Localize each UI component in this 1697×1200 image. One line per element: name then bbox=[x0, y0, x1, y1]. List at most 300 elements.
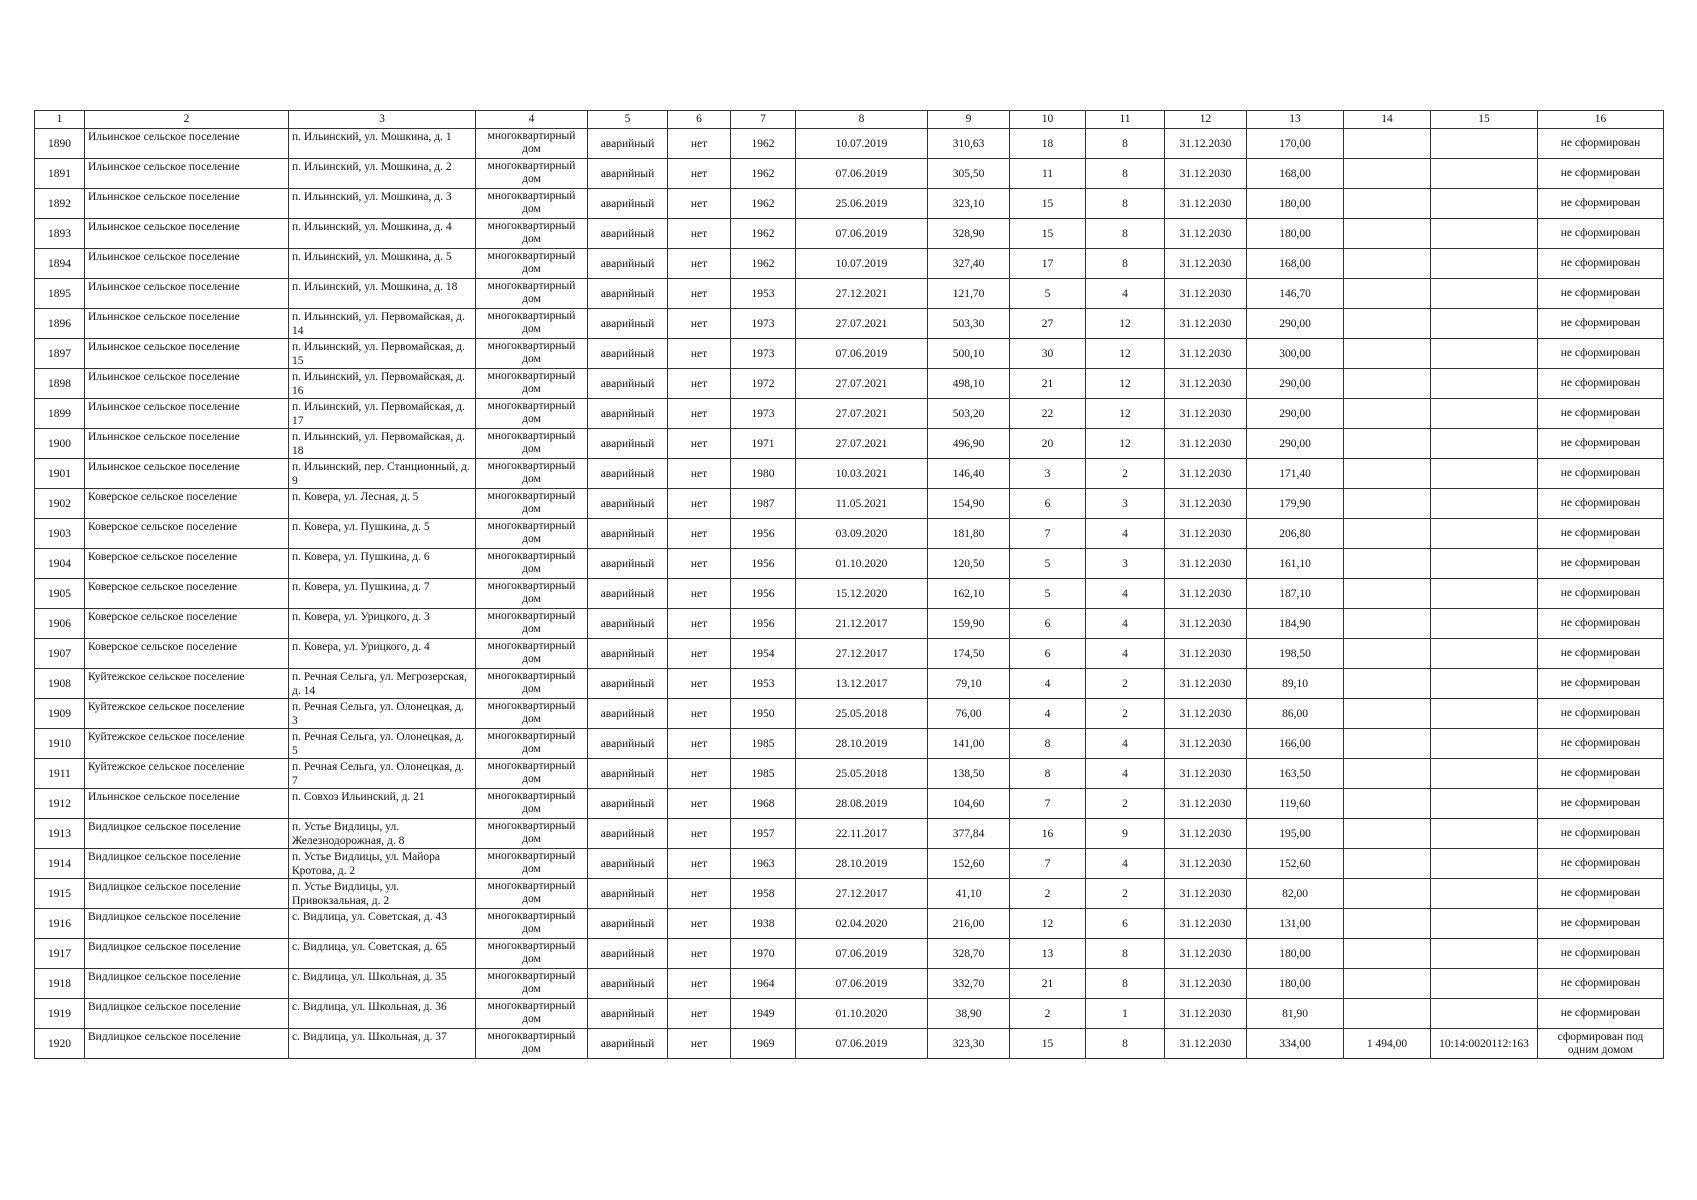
cell-cadastral-number bbox=[1431, 339, 1538, 369]
cell-apartments: 3 bbox=[1086, 549, 1165, 579]
cell-residents: 5 bbox=[1010, 549, 1086, 579]
cell-planned-date: 31.12.2030 bbox=[1165, 819, 1247, 849]
cell-apartments: 8 bbox=[1086, 129, 1165, 159]
cell-flag: нет bbox=[668, 729, 731, 759]
cell-building-type: многоквартирный дом bbox=[476, 519, 588, 549]
cell-land-area bbox=[1344, 789, 1431, 819]
cell-row-number: 1919 bbox=[35, 999, 85, 1029]
cell-cadastral-number bbox=[1431, 849, 1538, 879]
cell-building-type: многоквартирный дом bbox=[476, 1029, 588, 1059]
cell-building-type: многоквартирный дом bbox=[476, 459, 588, 489]
cell-recognition-date: 25.05.2018 bbox=[796, 699, 928, 729]
cell-land-status: не сформирован bbox=[1538, 609, 1664, 639]
cell-land-status: не сформирован bbox=[1538, 579, 1664, 609]
cell-cadastral-number bbox=[1431, 279, 1538, 309]
cell-area-value: 170,00 bbox=[1247, 129, 1344, 159]
cell-area: 332,70 bbox=[928, 969, 1010, 999]
cell-settlement: Ильинское сельское поселение bbox=[85, 159, 289, 189]
cell-area-value: 334,00 bbox=[1247, 1029, 1344, 1059]
cell-apartments: 8 bbox=[1086, 1029, 1165, 1059]
cell-planned-date: 31.12.2030 bbox=[1165, 459, 1247, 489]
cell-settlement: Ильинское сельское поселение bbox=[85, 309, 289, 339]
cell-settlement: Видлицкое сельское поселение bbox=[85, 999, 289, 1029]
cell-land-status: не сформирован bbox=[1538, 369, 1664, 399]
cell-apartments: 2 bbox=[1086, 699, 1165, 729]
cell-area: 141,00 bbox=[928, 729, 1010, 759]
cell-residents: 4 bbox=[1010, 699, 1086, 729]
cell-cadastral-number bbox=[1431, 669, 1538, 699]
cell-flag: нет bbox=[668, 159, 731, 189]
cell-land-area bbox=[1344, 879, 1431, 909]
cell-row-number: 1893 bbox=[35, 219, 85, 249]
cell-land-area bbox=[1344, 399, 1431, 429]
cell-condition: аварийный bbox=[588, 639, 668, 669]
column-header-building-type: 4 bbox=[476, 111, 588, 129]
cell-row-number: 1916 bbox=[35, 909, 85, 939]
column-header-year-built: 7 bbox=[731, 111, 796, 129]
cell-condition: аварийный bbox=[588, 219, 668, 249]
column-number-row bbox=[35, 111, 1664, 129]
cell-flag: нет bbox=[668, 849, 731, 879]
cell-condition: аварийный bbox=[588, 729, 668, 759]
cell-cadastral-number bbox=[1431, 459, 1538, 489]
cell-address: п. Ковера, ул. Пушкина, д. 5 bbox=[289, 519, 476, 549]
cell-area-value: 86,00 bbox=[1247, 699, 1344, 729]
cell-recognition-date: 27.07.2021 bbox=[796, 369, 928, 399]
cell-area-value: 89,10 bbox=[1247, 669, 1344, 699]
cell-land-status: не сформирован bbox=[1538, 639, 1664, 669]
cell-land-area bbox=[1344, 939, 1431, 969]
cell-row-number: 1890 bbox=[35, 129, 85, 159]
cell-address: п. Устье Видлицы, ул. Привокзальная, д. 2 bbox=[289, 879, 476, 909]
cell-condition: аварийный bbox=[588, 279, 668, 309]
cell-settlement: Куйтежское сельское поселение bbox=[85, 759, 289, 789]
cell-land-status: не сформирован bbox=[1538, 309, 1664, 339]
cell-condition: аварийный bbox=[588, 129, 668, 159]
cell-condition: аварийный bbox=[588, 759, 668, 789]
cell-settlement: Ильинское сельское поселение bbox=[85, 429, 289, 459]
cell-area: 328,70 bbox=[928, 939, 1010, 969]
cell-condition: аварийный bbox=[588, 159, 668, 189]
cell-address: п. Ковера, ул. Лесная, д. 5 bbox=[289, 489, 476, 519]
cell-land-status: не сформирован bbox=[1538, 129, 1664, 159]
table-row bbox=[35, 729, 1664, 759]
cell-area-value: 184,90 bbox=[1247, 609, 1344, 639]
cell-cadastral-number bbox=[1431, 369, 1538, 399]
table-row bbox=[35, 789, 1664, 819]
cell-land-status: не сформирован bbox=[1538, 909, 1664, 939]
cell-address: п. Ильинский, пер. Станционный, д. 9 bbox=[289, 459, 476, 489]
cell-area-value: 82,00 bbox=[1247, 879, 1344, 909]
cell-land-status: не сформирован bbox=[1538, 699, 1664, 729]
cell-apartments: 9 bbox=[1086, 819, 1165, 849]
table-header bbox=[35, 111, 1664, 129]
cell-land-area bbox=[1344, 129, 1431, 159]
cell-row-number: 1894 bbox=[35, 249, 85, 279]
cell-residents: 21 bbox=[1010, 369, 1086, 399]
cell-condition: аварийный bbox=[588, 939, 668, 969]
column-header-recognition-date: 8 bbox=[796, 111, 928, 129]
cell-condition: аварийный bbox=[588, 609, 668, 639]
table-row bbox=[35, 939, 1664, 969]
cell-condition: аварийный bbox=[588, 399, 668, 429]
cell-area-value: 187,10 bbox=[1247, 579, 1344, 609]
cell-building-type: многоквартирный дом bbox=[476, 879, 588, 909]
cell-land-area bbox=[1344, 429, 1431, 459]
cell-area-value: 179,90 bbox=[1247, 489, 1344, 519]
table-row bbox=[35, 699, 1664, 729]
cell-area: 38,90 bbox=[928, 999, 1010, 1029]
cell-area: 323,30 bbox=[928, 1029, 1010, 1059]
cell-planned-date: 31.12.2030 bbox=[1165, 759, 1247, 789]
cell-residents: 20 bbox=[1010, 429, 1086, 459]
cell-land-area bbox=[1344, 279, 1431, 309]
cell-address: п. Ковера, ул. Урицкого, д. 3 bbox=[289, 609, 476, 639]
cell-address: п. Устье Видлицы, ул. Майора Кротова, д. 2 bbox=[289, 849, 476, 879]
cell-residents: 8 bbox=[1010, 759, 1086, 789]
cell-apartments: 8 bbox=[1086, 159, 1165, 189]
table-row bbox=[35, 819, 1664, 849]
cell-apartments: 2 bbox=[1086, 789, 1165, 819]
cell-address: п. Ильинский, ул. Первомайская, д. 15 bbox=[289, 339, 476, 369]
cell-land-area bbox=[1344, 699, 1431, 729]
cell-building-type: многоквартирный дом bbox=[476, 339, 588, 369]
cell-apartments: 2 bbox=[1086, 879, 1165, 909]
cell-residents: 7 bbox=[1010, 519, 1086, 549]
cell-land-status: не сформирован bbox=[1538, 159, 1664, 189]
cell-cadastral-number bbox=[1431, 639, 1538, 669]
cell-condition: аварийный bbox=[588, 489, 668, 519]
cell-settlement: Видлицкое сельское поселение bbox=[85, 879, 289, 909]
cell-apartments: 2 bbox=[1086, 669, 1165, 699]
cell-condition: аварийный bbox=[588, 579, 668, 609]
column-header-condition: 5 bbox=[588, 111, 668, 129]
cell-apartments: 8 bbox=[1086, 189, 1165, 219]
cell-land-area bbox=[1344, 519, 1431, 549]
cell-year-built: 1972 bbox=[731, 369, 796, 399]
cell-planned-date: 31.12.2030 bbox=[1165, 369, 1247, 399]
cell-planned-date: 31.12.2030 bbox=[1165, 129, 1247, 159]
cell-flag: нет bbox=[668, 609, 731, 639]
cell-area-value: 161,10 bbox=[1247, 549, 1344, 579]
cell-planned-date: 31.12.2030 bbox=[1165, 939, 1247, 969]
cell-area: 327,40 bbox=[928, 249, 1010, 279]
table-row bbox=[35, 399, 1664, 429]
cell-flag: нет bbox=[668, 279, 731, 309]
cell-recognition-date: 28.10.2019 bbox=[796, 849, 928, 879]
cell-residents: 4 bbox=[1010, 669, 1086, 699]
cell-apartments: 8 bbox=[1086, 249, 1165, 279]
cell-settlement: Ильинское сельское поселение bbox=[85, 789, 289, 819]
cell-building-type: многоквартирный дом bbox=[476, 219, 588, 249]
cell-planned-date: 31.12.2030 bbox=[1165, 549, 1247, 579]
cell-land-area bbox=[1344, 339, 1431, 369]
cell-building-type: многоквартирный дом bbox=[476, 729, 588, 759]
cell-area-value: 166,00 bbox=[1247, 729, 1344, 759]
cell-residents: 18 bbox=[1010, 129, 1086, 159]
cell-condition: аварийный bbox=[588, 459, 668, 489]
cell-area-value: 171,40 bbox=[1247, 459, 1344, 489]
cell-recognition-date: 25.05.2018 bbox=[796, 759, 928, 789]
cell-land-status: не сформирован bbox=[1538, 519, 1664, 549]
cell-year-built: 1956 bbox=[731, 519, 796, 549]
cell-land-status: не сформирован bbox=[1538, 879, 1664, 909]
column-header-cadastral-number: 15 bbox=[1431, 111, 1538, 129]
cell-residents: 22 bbox=[1010, 399, 1086, 429]
cell-apartments: 12 bbox=[1086, 369, 1165, 399]
cell-planned-date: 31.12.2030 bbox=[1165, 189, 1247, 219]
cell-apartments: 4 bbox=[1086, 609, 1165, 639]
table-row bbox=[35, 849, 1664, 879]
cell-land-area: 1 494,00 bbox=[1344, 1029, 1431, 1059]
cell-condition: аварийный bbox=[588, 249, 668, 279]
cell-row-number: 1895 bbox=[35, 279, 85, 309]
cell-area: 503,30 bbox=[928, 309, 1010, 339]
cell-land-status: не сформирован bbox=[1538, 399, 1664, 429]
cell-apartments: 4 bbox=[1086, 519, 1165, 549]
cell-flag: нет bbox=[668, 519, 731, 549]
cell-address: с. Видлица, ул. Советская, д. 43 bbox=[289, 909, 476, 939]
cell-recognition-date: 27.12.2017 bbox=[796, 879, 928, 909]
cell-area-value: 180,00 bbox=[1247, 189, 1344, 219]
cell-address: п. Ковера, ул. Пушкина, д. 6 bbox=[289, 549, 476, 579]
cell-settlement: Коверское сельское поселение bbox=[85, 609, 289, 639]
cell-building-type: многоквартирный дом bbox=[476, 999, 588, 1029]
cell-planned-date: 31.12.2030 bbox=[1165, 909, 1247, 939]
cell-row-number: 1907 bbox=[35, 639, 85, 669]
cell-area: 310,63 bbox=[928, 129, 1010, 159]
table-row bbox=[35, 249, 1664, 279]
cell-row-number: 1906 bbox=[35, 609, 85, 639]
cell-settlement: Ильинское сельское поселение bbox=[85, 219, 289, 249]
cell-recognition-date: 13.12.2017 bbox=[796, 669, 928, 699]
cell-land-status: не сформирован bbox=[1538, 549, 1664, 579]
table-row bbox=[35, 609, 1664, 639]
cell-recognition-date: 10.03.2021 bbox=[796, 459, 928, 489]
cell-planned-date: 31.12.2030 bbox=[1165, 489, 1247, 519]
cell-year-built: 1964 bbox=[731, 969, 796, 999]
cell-address: с. Видлица, ул. Школьная, д. 35 bbox=[289, 969, 476, 999]
cell-area-value: 81,90 bbox=[1247, 999, 1344, 1029]
cell-condition: аварийный bbox=[588, 849, 668, 879]
cell-flag: нет bbox=[668, 909, 731, 939]
cell-year-built: 1949 bbox=[731, 999, 796, 1029]
cell-year-built: 1962 bbox=[731, 129, 796, 159]
cell-flag: нет bbox=[668, 999, 731, 1029]
cell-recognition-date: 10.07.2019 bbox=[796, 129, 928, 159]
cell-area: 104,60 bbox=[928, 789, 1010, 819]
cell-area: 152,60 bbox=[928, 849, 1010, 879]
cell-apartments: 4 bbox=[1086, 759, 1165, 789]
cell-land-area bbox=[1344, 579, 1431, 609]
cell-condition: аварийный bbox=[588, 309, 668, 339]
cell-flag: нет bbox=[668, 879, 731, 909]
cell-building-type: многоквартирный дом bbox=[476, 399, 588, 429]
cell-land-area bbox=[1344, 459, 1431, 489]
cell-condition: аварийный bbox=[588, 549, 668, 579]
cell-area: 498,10 bbox=[928, 369, 1010, 399]
cell-residents: 13 bbox=[1010, 939, 1086, 969]
table-row bbox=[35, 549, 1664, 579]
cell-year-built: 1956 bbox=[731, 609, 796, 639]
cell-apartments: 4 bbox=[1086, 579, 1165, 609]
cell-address: п. Ильинский, ул. Первомайская, д. 16 bbox=[289, 369, 476, 399]
cell-settlement: Ильинское сельское поселение bbox=[85, 249, 289, 279]
cell-apartments: 12 bbox=[1086, 309, 1165, 339]
cell-flag: нет bbox=[668, 579, 731, 609]
cell-year-built: 1956 bbox=[731, 549, 796, 579]
table-row bbox=[35, 639, 1664, 669]
cell-land-area bbox=[1344, 609, 1431, 639]
cell-row-number: 1920 bbox=[35, 1029, 85, 1059]
cell-condition: аварийный bbox=[588, 999, 668, 1029]
cell-condition: аварийный bbox=[588, 339, 668, 369]
cell-building-type: многоквартирный дом bbox=[476, 609, 588, 639]
cell-land-area bbox=[1344, 849, 1431, 879]
cell-recognition-date: 07.06.2019 bbox=[796, 1029, 928, 1059]
cell-recognition-date: 07.06.2019 bbox=[796, 939, 928, 969]
table-row bbox=[35, 429, 1664, 459]
cell-building-type: многоквартирный дом bbox=[476, 279, 588, 309]
cell-flag: нет bbox=[668, 309, 731, 339]
cell-settlement: Видлицкое сельское поселение bbox=[85, 819, 289, 849]
cell-apartments: 12 bbox=[1086, 429, 1165, 459]
cell-flag: нет bbox=[668, 429, 731, 459]
cell-row-number: 1913 bbox=[35, 819, 85, 849]
table-row bbox=[35, 339, 1664, 369]
cell-apartments: 8 bbox=[1086, 939, 1165, 969]
cell-row-number: 1892 bbox=[35, 189, 85, 219]
cell-settlement: Видлицкое сельское поселение bbox=[85, 939, 289, 969]
cell-year-built: 1973 bbox=[731, 399, 796, 429]
cell-address: п. Ковера, ул. Пушкина, д. 7 bbox=[289, 579, 476, 609]
cell-land-area bbox=[1344, 729, 1431, 759]
cell-planned-date: 31.12.2030 bbox=[1165, 669, 1247, 699]
cell-condition: аварийный bbox=[588, 669, 668, 699]
cell-building-type: многоквартирный дом bbox=[476, 579, 588, 609]
cell-recognition-date: 10.07.2019 bbox=[796, 249, 928, 279]
cell-cadastral-number bbox=[1431, 939, 1538, 969]
cell-condition: аварийный bbox=[588, 969, 668, 999]
cell-residents: 27 bbox=[1010, 309, 1086, 339]
cell-area: 181,80 bbox=[928, 519, 1010, 549]
cell-condition: аварийный bbox=[588, 909, 668, 939]
cell-condition: аварийный bbox=[588, 429, 668, 459]
cell-land-status: не сформирован bbox=[1538, 969, 1664, 999]
cell-settlement: Ильинское сельское поселение bbox=[85, 279, 289, 309]
cell-condition: аварийный bbox=[588, 819, 668, 849]
cell-area-value: 300,00 bbox=[1247, 339, 1344, 369]
cell-settlement: Ильинское сельское поселение bbox=[85, 189, 289, 219]
cell-land-area bbox=[1344, 489, 1431, 519]
cell-address: п. Ильинский, ул. Мошкина, д. 2 bbox=[289, 159, 476, 189]
cell-apartments: 3 bbox=[1086, 489, 1165, 519]
cell-year-built: 1953 bbox=[731, 669, 796, 699]
cell-land-status: не сформирован bbox=[1538, 339, 1664, 369]
table-row bbox=[35, 519, 1664, 549]
cell-residents: 6 bbox=[1010, 489, 1086, 519]
cell-year-built: 1987 bbox=[731, 489, 796, 519]
cell-year-built: 1962 bbox=[731, 219, 796, 249]
cell-land-status: не сформирован bbox=[1538, 459, 1664, 489]
cell-flag: нет bbox=[668, 189, 731, 219]
cell-apartments: 4 bbox=[1086, 639, 1165, 669]
cell-condition: аварийный bbox=[588, 189, 668, 219]
cell-recognition-date: 07.06.2019 bbox=[796, 219, 928, 249]
cell-residents: 30 bbox=[1010, 339, 1086, 369]
cell-cadastral-number bbox=[1431, 819, 1538, 849]
cell-year-built: 1962 bbox=[731, 159, 796, 189]
cell-land-area bbox=[1344, 249, 1431, 279]
cell-building-type: многоквартирный дом bbox=[476, 819, 588, 849]
cell-recognition-date: 07.06.2019 bbox=[796, 339, 928, 369]
cell-apartments: 4 bbox=[1086, 849, 1165, 879]
cell-area: 121,70 bbox=[928, 279, 1010, 309]
cell-year-built: 1985 bbox=[731, 759, 796, 789]
cell-settlement: Ильинское сельское поселение bbox=[85, 129, 289, 159]
column-header-residents: 10 bbox=[1010, 111, 1086, 129]
column-header-planned-date: 12 bbox=[1165, 111, 1247, 129]
cell-building-type: многоквартирный дом bbox=[476, 849, 588, 879]
cell-year-built: 1962 bbox=[731, 189, 796, 219]
cell-building-type: многоквартирный дом bbox=[476, 669, 588, 699]
cell-condition: аварийный bbox=[588, 699, 668, 729]
cell-apartments: 4 bbox=[1086, 279, 1165, 309]
cell-area-value: 198,50 bbox=[1247, 639, 1344, 669]
cell-residents: 15 bbox=[1010, 219, 1086, 249]
cell-area: 328,90 bbox=[928, 219, 1010, 249]
cell-flag: нет bbox=[668, 549, 731, 579]
cell-row-number: 1911 bbox=[35, 759, 85, 789]
cell-year-built: 1963 bbox=[731, 849, 796, 879]
cell-planned-date: 31.12.2030 bbox=[1165, 339, 1247, 369]
cell-year-built: 1969 bbox=[731, 1029, 796, 1059]
table-body bbox=[35, 129, 1664, 1059]
cell-settlement: Коверское сельское поселение bbox=[85, 519, 289, 549]
cell-year-built: 1971 bbox=[731, 429, 796, 459]
cell-address: п. Речная Сельга, ул. Олонецкая, д. 5 bbox=[289, 729, 476, 759]
cell-cadastral-number bbox=[1431, 429, 1538, 459]
cell-row-number: 1909 bbox=[35, 699, 85, 729]
cell-year-built: 1956 bbox=[731, 579, 796, 609]
cell-recognition-date: 02.04.2020 bbox=[796, 909, 928, 939]
cell-residents: 11 bbox=[1010, 159, 1086, 189]
cell-row-number: 1918 bbox=[35, 969, 85, 999]
cell-recognition-date: 07.06.2019 bbox=[796, 969, 928, 999]
cell-recognition-date: 22.11.2017 bbox=[796, 819, 928, 849]
table-row bbox=[35, 279, 1664, 309]
table-row bbox=[35, 129, 1664, 159]
cell-cadastral-number bbox=[1431, 789, 1538, 819]
cell-flag: нет bbox=[668, 489, 731, 519]
cell-flag: нет bbox=[668, 339, 731, 369]
cell-cadastral-number bbox=[1431, 999, 1538, 1029]
cell-residents: 2 bbox=[1010, 879, 1086, 909]
cell-residents: 8 bbox=[1010, 729, 1086, 759]
cell-residents: 6 bbox=[1010, 639, 1086, 669]
cell-residents: 15 bbox=[1010, 1029, 1086, 1059]
cell-cadastral-number bbox=[1431, 969, 1538, 999]
cell-settlement: Коверское сельское поселение bbox=[85, 639, 289, 669]
cell-building-type: многоквартирный дом bbox=[476, 189, 588, 219]
cell-address: п. Ильинский, ул. Первомайская, д. 18 bbox=[289, 429, 476, 459]
cell-apartments: 1 bbox=[1086, 999, 1165, 1029]
cell-condition: аварийный bbox=[588, 1029, 668, 1059]
column-header-apartments: 11 bbox=[1086, 111, 1165, 129]
cell-area: 323,10 bbox=[928, 189, 1010, 219]
cell-settlement: Ильинское сельское поселение bbox=[85, 459, 289, 489]
cell-planned-date: 31.12.2030 bbox=[1165, 249, 1247, 279]
